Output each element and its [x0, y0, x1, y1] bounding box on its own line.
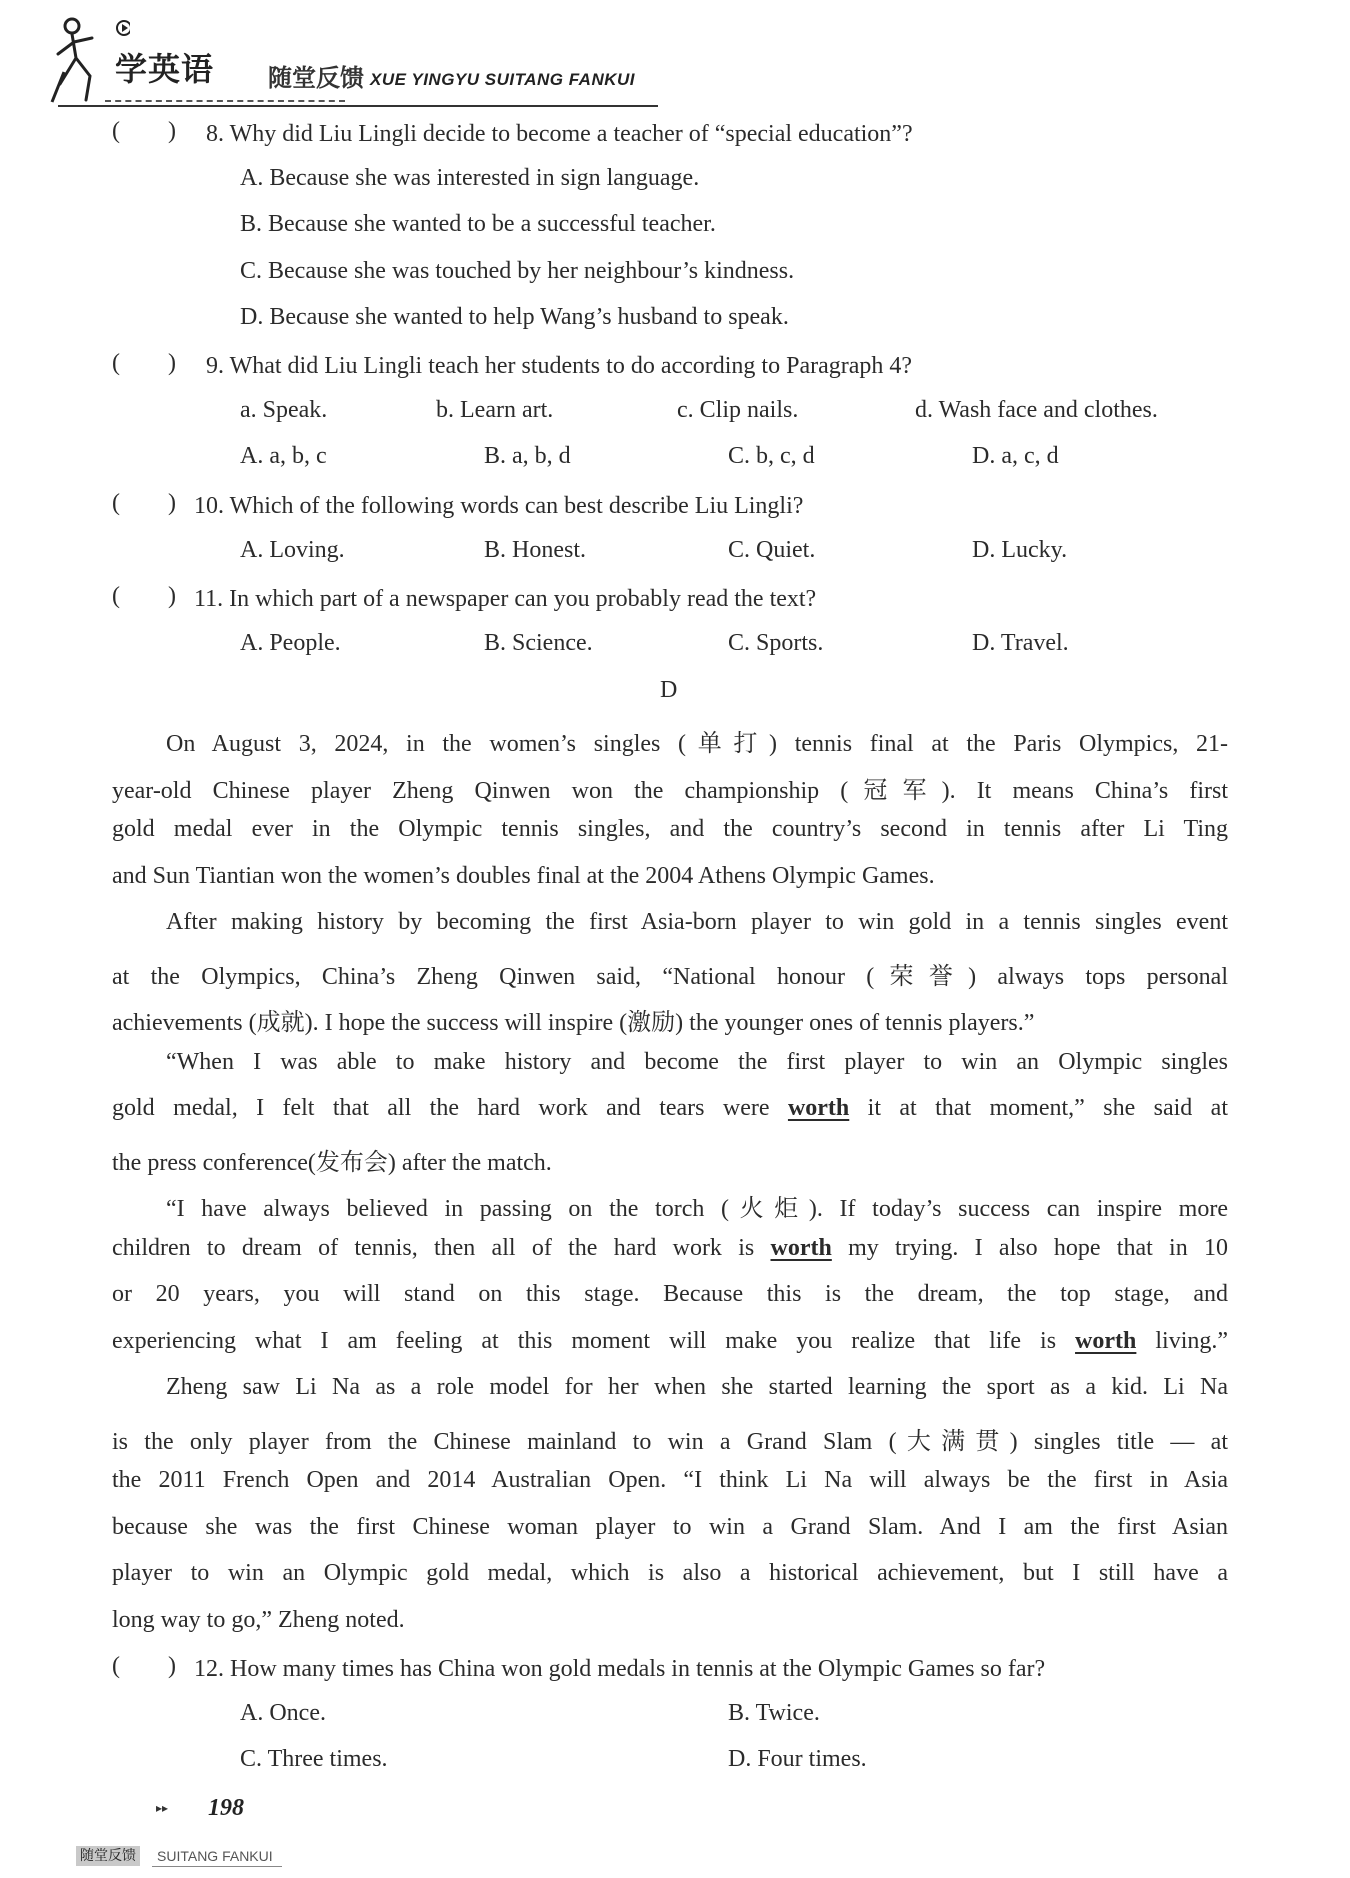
q11-option-c: C. Sports.	[728, 630, 824, 656]
p3-line-1: “When I was able to make history and become the first player to win an Olympic singles	[166, 1049, 1228, 1075]
q9-item-a: a. Speak.	[240, 397, 328, 423]
answer-bracket[interactable]: ( )	[112, 490, 176, 516]
p2-line-3: achievements (成就). I hope the success will inspire (激励) the younger ones of tennis players.”	[112, 1010, 1035, 1036]
brand-english-title: XUE YINGYU SUITANG FANKUI	[370, 70, 636, 89]
q12-option-b: B. Twice.	[728, 1700, 820, 1726]
q12-option-a: A. Once.	[240, 1700, 326, 1726]
q10-option-d: D. Lucky.	[972, 537, 1068, 563]
section-heading: D	[660, 677, 678, 703]
page-header	[50, 14, 670, 106]
header-dashes	[105, 100, 345, 102]
p5-line-5: player to win an Olympic gold medal, which is also a historical achievement, but I still have a	[112, 1560, 1228, 1586]
worth-keyword: worth	[787, 1095, 850, 1121]
p1-line-2: year-old Chinese player Zheng Qinwen won the championship (冠军). It means China’s first	[112, 778, 1228, 804]
answer-bracket[interactable]: ( )	[112, 583, 176, 609]
p4-line-3: or 20 years, you will stand on this stage. Because this is the dream, the top stage, and	[112, 1281, 1228, 1307]
q9-option-d: D. a, c, d	[972, 443, 1059, 469]
p5-line-1: Zheng saw Li Na as a role model for her when she started learning the sport as a kid. Li Na	[166, 1374, 1228, 1400]
brand-chinese-title: 学英语	[115, 50, 215, 88]
worth-keyword: worth	[770, 1235, 832, 1261]
p5-line-6: long way to go,” Zheng noted.	[112, 1607, 405, 1633]
footer-english: SUITANG FANKUI	[157, 1848, 273, 1864]
p2-line-1: After making history by becoming the first Asia-born player to win gold in a tennis singles event	[166, 909, 1228, 935]
p5-line-2: is the only player from the Chinese mainland to win a Grand Slam (大满贯) singles title — at	[112, 1429, 1228, 1455]
q8-option-c: C. Because she was touched by her neighbour’s kindness.	[240, 258, 795, 284]
q10-option-c: C. Quiet.	[728, 537, 816, 563]
answer-bracket[interactable]: ( )	[112, 350, 176, 376]
question-8: 8. Why did Liu Lingli decide to become a teacher of “special education”?	[206, 121, 913, 147]
footer-arrow-icon: ▸▸	[156, 1801, 169, 1815]
q8-option-b: B. Because she wanted to be a successful teacher.	[240, 211, 716, 237]
q10-option-b: B. Honest.	[484, 537, 586, 563]
p3-line-2: gold medal, I felt that all the hard work and tears were worth it at that moment,” she said at	[112, 1095, 1228, 1121]
q10-option-a: A. Loving.	[240, 537, 345, 563]
p4-line-1: “I have always believed in passing on the torch (火炬). If today’s success can inspire more	[166, 1196, 1228, 1222]
header-rule	[58, 105, 658, 107]
question-11: 11. In which part of a newspaper can you probably read the text?	[194, 586, 817, 612]
q9-item-c: c. Clip nails.	[677, 397, 799, 423]
p2-line-2: at the Olympics, China’s Zheng Qinwen said, “National honour (荣誉) always tops personal	[112, 964, 1228, 990]
q9-item-d: d. Wash face and clothes.	[915, 397, 1158, 423]
p5-line-3: the 2011 French Open and 2014 Australian Open. “I think Li Na will always be the first in Asia	[112, 1467, 1228, 1493]
question-12: 12. How many times has China won gold medals in tennis at the Olympic Games so far?	[194, 1656, 1046, 1682]
q11-option-d: D. Travel.	[972, 630, 1069, 656]
question-10: 10. Which of the following words can best describe Liu Lingli?	[194, 493, 804, 519]
q9-option-a: A. a, b, c	[240, 443, 327, 469]
q9-option-b: B. a, b, d	[484, 443, 571, 469]
q11-option-a: A. People.	[240, 630, 341, 656]
page-number: 198	[208, 1795, 244, 1821]
footer-rule	[152, 1866, 282, 1867]
p1-line-4: and Sun Tiantian won the women’s doubles final at the 2004 Athens Olympic Games.	[112, 863, 935, 889]
q8-option-d: D. Because she wanted to help Wang’s husband to speak.	[240, 304, 789, 330]
question-9: 9. What did Liu Lingli teach her students to do according to Paragraph 4?	[206, 353, 913, 379]
q8-option-a: A. Because she was interested in sign language.	[240, 165, 700, 191]
p1-line-3: gold medal ever in the Olympic tennis singles, and the country’s second in tennis after Li Ting	[112, 816, 1228, 842]
q11-option-b: B. Science.	[484, 630, 593, 656]
q12-option-c: C. Three times.	[240, 1746, 388, 1772]
answer-bracket[interactable]: ( )	[112, 1653, 176, 1679]
q12-option-d: D. Four times.	[728, 1746, 867, 1772]
footer-badge: 随堂反馈	[76, 1846, 140, 1866]
brand-chinese-subtitle: 随堂反馈	[268, 64, 364, 92]
answer-bracket[interactable]: ( )	[112, 118, 176, 144]
worth-keyword: worth	[1075, 1328, 1137, 1354]
p4-line-4: experiencing what I am feeling at this moment will make you realize that life is worth living.”	[112, 1328, 1229, 1354]
p3-line-3: the press conference(发布会) after the match.	[112, 1150, 552, 1176]
p5-line-4: because she was the first Chinese woman player to win a Grand Slam. And I am the first Asian	[112, 1514, 1228, 1540]
q9-item-b: b. Learn art.	[436, 397, 554, 423]
q9-option-c: C. b, c, d	[728, 443, 815, 469]
p1-line-1: On August 3, 2024, in the women’s singles (单打) tennis final at the Paris Olympics, 21-	[166, 731, 1228, 757]
p4-line-2: children to dream of tennis, then all of the hard work is worth my trying. I also hope that in 10	[112, 1235, 1228, 1261]
